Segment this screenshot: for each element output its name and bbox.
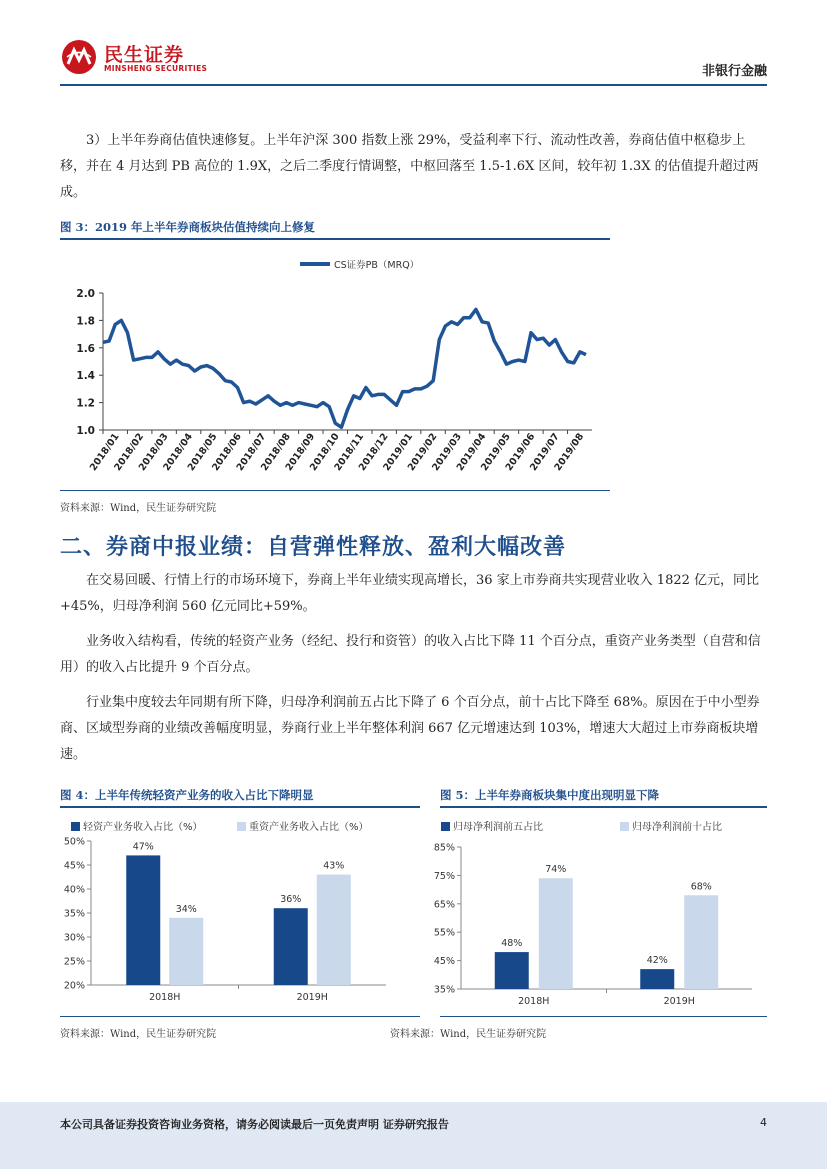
intro-paragraph: 3）上半年券商估值快速修复。上半年沪深 300 指数上涨 29%，受益利率下行、流动性改善，券商估值中枢稳步上移，并在 4 月达到 PB 高位的 1.9X，之后二季度行情调整，中枢回落至 1.5-1.6X 区间，较年初 1.3X 的估值提升超过两成。 [60, 133, 759, 200]
f5-bar [640, 969, 674, 989]
pb-x-tick-label: 2019/01 [381, 431, 416, 474]
figure5-title-rule [440, 806, 767, 808]
f4-y-tick-label: 50% [63, 836, 85, 848]
f4-y-tick-label: 45% [63, 860, 85, 872]
pb-y-tick-label: 1.6 [76, 342, 95, 355]
pb-x-tick-label: 2018/12 [356, 431, 391, 474]
pb-x-tick-label: 2018/04 [161, 431, 196, 474]
pb-x-tick-label: 2018/06 [210, 431, 244, 474]
f4-legend-label: 轻资产业务收入占比（%） [83, 822, 203, 833]
f5-bar-label: 68% [690, 881, 712, 893]
f5-legend-label: 归母净利润前五占比 [453, 822, 543, 833]
pb-x-tick-label: 2018/01 [87, 431, 122, 474]
pb-legend-label: CS证券PB（MRQ） [334, 260, 420, 271]
f4-y-tick-label: 35% [63, 908, 85, 920]
f5-legend-swatch [620, 822, 629, 831]
minsheng-emblem-icon [60, 38, 98, 76]
pb-x-tick-label: 2019/06 [503, 431, 538, 474]
logo-chinese-name: 民生证券 [104, 44, 185, 66]
f5-bar [539, 878, 573, 989]
f4-bar-label: 47% [132, 841, 154, 853]
intro-paragraph-block [60, 128, 767, 206]
footer-disclaimer: 本公司具备证券投资咨询业务资格，请务必阅读最后一页免责声明 证券研究报告 [60, 1118, 449, 1131]
figure4-bottom-rule [60, 1016, 420, 1017]
pb-x-tick-label: 2018/02 [112, 431, 147, 474]
f5-y-tick-label: 35% [433, 984, 455, 996]
f4-legend-swatch [237, 822, 246, 831]
f4-bar [169, 918, 203, 985]
figure5-bottom-rule [440, 1016, 767, 1017]
f4-legend-label: 重资产业务收入占比（%） [249, 822, 369, 833]
pb-legend [300, 259, 419, 271]
pb-series-line [103, 309, 586, 427]
f5-y-tick-label: 55% [433, 927, 455, 939]
section-paragraph-3: 行业集中度较去年同期有所下降，归母净利润前五占比下降了 6 个百分点，前十占比下降至 68%。原因在于中小型券商、区域型券商的业绩改善幅度明显，券商行业上半年整体利润 667 亿元增速达到 103%，增速大大超过上市券商板块增速。 [60, 695, 760, 762]
pb-y-tick-label: 1.4 [76, 370, 95, 383]
figure4-title: 图 4：上半年传统轻资产业务的收入占比下降明显 [60, 788, 314, 802]
pb-x-tick-label: 2019/05 [479, 431, 513, 474]
f4-x-tick-label: 2019H [296, 992, 328, 1003]
figure5-title: 图 5：上半年券商板块集中度出现明显下降 [440, 788, 660, 802]
pb-x-tick-label: 2018/05 [185, 431, 220, 474]
pb-x-tick-label: 2018/08 [259, 431, 293, 474]
pb-line-chart [56, 248, 616, 488]
section-title: 二、券商中报业绩：自营弹性释放、盈利大幅改善 [60, 535, 567, 560]
f5-bar [684, 895, 718, 989]
pb-y-tick-label: 2.0 [76, 288, 95, 300]
f5-y-tick-label: 45% [433, 956, 455, 968]
figure3-bottom-rule [60, 490, 610, 491]
figure4-title-rule [60, 806, 420, 808]
f5-y-tick-label: 65% [433, 899, 455, 911]
f4-bar [274, 908, 308, 985]
f5-legend-label: 归母净利润前十占比 [632, 822, 722, 833]
f5-x-tick-label: 2019H [663, 996, 695, 1007]
section-paragraph-1: 在交易回暖、行情上行的市场环境下，券商上半年业绩实现高增长，36 家上市券商共实现营业收入 1822 亿元，同比+45%，归母净利润 560 亿元同比+59%。 [60, 573, 760, 614]
pb-x-tick-label: 2018/10 [307, 431, 342, 474]
pb-x-tick-label: 2018/07 [234, 431, 269, 474]
figure4-source: 资料来源：Wind，民生证券研究院 [60, 1029, 217, 1040]
figure5-source: 资料来源：Wind，民生证券研究院 [390, 1029, 547, 1040]
f4-bar-label: 43% [323, 860, 345, 872]
f4-bar-label: 34% [175, 903, 197, 915]
f5-bar-label: 48% [501, 938, 523, 950]
f5-y-tick-label: 85% [433, 842, 455, 854]
f4-x-tick-label: 2018H [149, 992, 181, 1003]
pb-x-tick-label: 2019/08 [552, 431, 587, 474]
f4-y-tick-label: 30% [63, 932, 85, 944]
f4-bar [317, 875, 351, 985]
pb-x-tick-label: 2019/03 [430, 431, 464, 474]
f5-bar-label: 42% [646, 955, 668, 967]
page-number: 4 [760, 1116, 767, 1129]
f4-bar [126, 855, 160, 985]
page-header [0, 0, 827, 90]
logo-english-name: MINSHENG SECURITIES [104, 64, 208, 73]
asset-income-bar-chart [56, 810, 426, 1015]
section-body [60, 568, 767, 768]
concentration-bar-chart [433, 810, 776, 1015]
page-footer [0, 1102, 827, 1169]
pb-y-tick-label: 1.0 [76, 425, 95, 437]
minsheng-logo [60, 38, 210, 78]
figure3-source: 资料来源：Wind，民生证券研究院 [60, 503, 217, 514]
pb-x-tick-label: 2019/02 [405, 431, 440, 474]
pb-x-tick-label: 2019/07 [528, 431, 562, 474]
header-divider [60, 84, 767, 86]
f4-y-tick-label: 20% [63, 980, 85, 992]
f4-y-tick-label: 40% [63, 884, 85, 896]
pb-x-tick-label: 2018/03 [136, 431, 171, 474]
f5-bar-label: 74% [545, 864, 567, 876]
f4-legend-swatch [71, 822, 80, 831]
f5-legend-swatch [441, 822, 450, 831]
figure3-title-rule [60, 238, 610, 240]
figure3-title: 图 3：2019 年上半年券商板块估值持续向上修复 [60, 220, 316, 234]
pb-x-tick-label: 2018/11 [332, 431, 367, 474]
pb-x-tick-label: 2019/04 [454, 431, 489, 474]
f4-bar-label: 36% [280, 894, 302, 906]
f4-y-tick-label: 25% [63, 956, 85, 968]
f5-bar [495, 952, 529, 989]
report-category: 非银行金融 [701, 64, 767, 79]
pb-x-tick-label: 2018/09 [283, 431, 318, 474]
f5-x-tick-label: 2018H [518, 996, 550, 1007]
f5-y-tick-label: 75% [433, 870, 455, 882]
section-paragraph-2: 业务收入结构看，传统的轻资产业务（经纪、投行和资管）的收入占比下降 11 个百分点，重资产业务类型（自营和信用）的收入占比提升 9 个百分点。 [60, 634, 761, 675]
pb-y-tick-label: 1.2 [76, 397, 95, 410]
pb-y-tick-label: 1.8 [76, 315, 95, 328]
